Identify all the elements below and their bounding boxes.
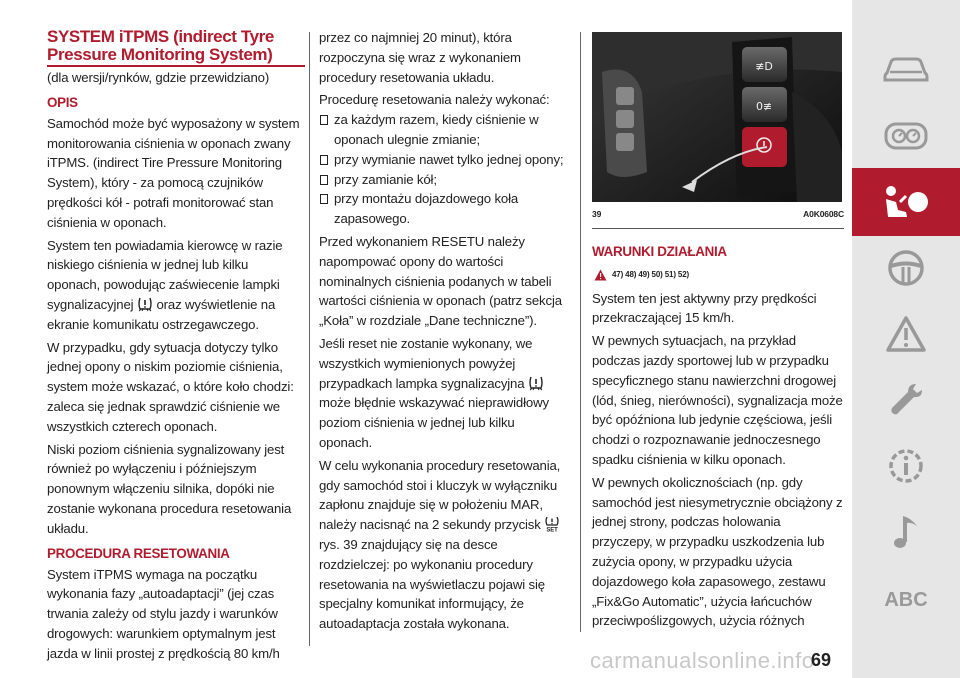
paragraph: W pewnych okolicznościach (np. gdy samochód jest niesymetrycznie obciążony z jednej strony, podczas holowania przyczepy, w przypadku uszkodzenia lub zużycia opony, w przypadku użycia dojazdowego koła zapasowego, zestawu „Fix&Go Automatic”, użycia łańcuchów przeciwpoślizgowych, użycia różnych: [592, 474, 843, 629]
paragraph: System ten jest aktywny przy prędkości przekraczającej 15 km/h.: [592, 290, 817, 326]
list-item: za każdym razem, kiedy ciśnienie w oponach ulegnie zmianie;: [319, 110, 569, 150]
watermark: carmanualsonline.info: [590, 648, 815, 673]
steering-wheel-icon: [886, 248, 926, 288]
tyre-pressure-warning-icon: [528, 375, 544, 391]
sidebar-item-emergency[interactable]: [852, 300, 960, 368]
figure-dashboard-buttons: [592, 32, 842, 202]
checkbox-bullet-icon: [320, 155, 328, 165]
paragraph: W celu wykonania procedury resetowania, gdy samochód stoi i kluczyk w wyłączniku zapłonu znajduje się w położeniu MAR, należy nacisnąć na 2 sekundy przycisk SET rys. 39 znajdujący się na desce rozdzielczej: po wykonaniu procedury resetowania na wyświetlaczu pojawi się specjalny komunikat informujący, że autoadaptacja została wykonana.: [319, 457, 561, 632]
checkbox-bullet-icon: [320, 194, 328, 204]
heading-warunki: WARUNKI DZIAŁANIA: [592, 243, 727, 259]
sidebar-item-multimedia[interactable]: [852, 498, 960, 566]
column-3: [592, 28, 844, 634]
figure-number: 39: [592, 209, 602, 219]
paragraph: Niski poziom ciśnienia sygnalizowany jest również po wyłączeniu i późniejszym ponownym włączeniu silnika, dopóki nie zostanie wykonana procedura resetowania układu.: [47, 441, 292, 536]
sidebar-item-car[interactable]: [852, 36, 960, 104]
figure-code: A0K0608C: [803, 209, 844, 219]
sidebar-item-driving[interactable]: [852, 234, 960, 302]
heading-procedura: PROCEDURA RESETOWANIA: [47, 545, 230, 561]
paragraph: System ten powiadamia kierowcę w razie niskiego ciśnienia w jednej lub kilku oponach, powodując zaświecenie lampki sygnalizacyjnej oraz wyświetlenie na ekranie komunikatu ostrzegawczego.: [47, 237, 283, 332]
wrench-icon: [886, 380, 926, 420]
page-number: 69: [811, 650, 832, 670]
subtitle: (dla wersji/rynków, gdzie przewidziano): [47, 70, 270, 85]
column-2: [319, 28, 569, 637]
paragraph: W pewnych sytuacjach, na przykład podczas jazdy sportowej lub w przypadku specyficznego stanu nawierzchni drogowej (lód, śnieg, nierówności), sygnalizacja może być opóźniona lub jedynie częściowa, jeśli chodzi o rozpoznawanie jednoczesnego spadku ciśnienia w kilku oponach.: [592, 333, 843, 467]
chapter-sidebar: [852, 0, 960, 678]
column-1: [47, 28, 303, 667]
tyre-pressure-warning-icon: [137, 296, 153, 312]
list-item: przy zamianie kół;: [319, 170, 569, 190]
svg-text:SET: SET: [546, 527, 558, 533]
sidebar-item-maintenance[interactable]: [852, 366, 960, 434]
airbag-icon: [882, 182, 930, 222]
abc-index-label: ABC: [884, 588, 928, 611]
tyre-set-button-icon: [544, 516, 560, 532]
sidebar-item-dashboard[interactable]: [852, 102, 960, 170]
sidebar-item-technical-data[interactable]: [852, 432, 960, 500]
checkbox-bullet-icon: [320, 115, 328, 125]
paragraph: W przypadku, gdy sytuacja dotyczy tylko jednej opony o niskim poziomie ciśnienia, system może wskazać, o które koło chodzi: zaleca się jednak sprawdzić ciśnienie we wszystkich czterech oponach.: [47, 339, 294, 434]
sidebar-item-safety[interactable]: [852, 168, 960, 236]
paragraph: Przed wykonaniem RESETU należy napompować opony do wartości nominalnych ciśnienia podanych w tabeli wartości ciśnienia w oponach (patrz sekcja „Koła” w rozdziale „Dane techniczne”).: [319, 233, 562, 329]
heading-opis: OPIS: [47, 94, 78, 110]
paragraph: Jeśli reset nie zostanie wykonany, we wszystkich wymienionych powyżej przypadkach lampka sygnalizacyjna może błędnie wskazywać nieprawidłowy poziom ciśnienia w jednej lub kilku oponach.: [319, 335, 549, 450]
dashboard-icon: [884, 121, 928, 151]
list-item: przy wymianie nawet tylko jednej opony;: [319, 150, 569, 170]
title-underline: [47, 65, 305, 67]
column-divider: [580, 32, 581, 632]
paragraph: Samochód może być wyposażony w system monitorowania ciśnienia w oponach zwany iTPMS. (indirect Tire Pressure Monitoring System), który - za pomocą czujników prędkości kół - potrafi monitorować stan ciśnienia w oponach.: [47, 115, 300, 230]
figure-caption: [592, 202, 844, 229]
paragraph: przez co najmniej 20 minut), która rozpoczyna się wraz z wykonaniem procedury resetowania układu.: [319, 30, 521, 85]
sidebar-item-index[interactable]: [852, 566, 960, 634]
svg-text:≢D: ≢D: [755, 60, 773, 73]
section-title: SYSTEM iTPMS (indirect Tyre Pressure Monitoring System): [47, 27, 274, 64]
checkbox-bullet-icon: [320, 175, 328, 185]
column-divider: [309, 32, 310, 646]
paragraph: System iTPMS wymaga na początku wykonania fazy „autoadaptacji” (jej czas trwania zależy od stylu jazdy i warunków drogowych: warunkiem optymalnym jest jazda w linii prostej z prędkością 80 km/h: [47, 566, 280, 661]
paragraph: Procedurę resetowania należy wykonać:: [319, 92, 550, 108]
music-note-icon: [889, 512, 923, 552]
dashboard-photo-illustration: [592, 32, 842, 202]
svg-text:0≢: 0≢: [756, 100, 772, 113]
warning-references: 47) 48) 49) 50) 51) 52): [594, 265, 844, 285]
warning-icon: [885, 315, 927, 353]
list-item: przy montażu dojazdowego koła zapasowego.: [319, 189, 569, 229]
car-icon: [883, 55, 929, 85]
warning-triangle-icon: [594, 269, 607, 281]
info-icon: [886, 446, 926, 486]
